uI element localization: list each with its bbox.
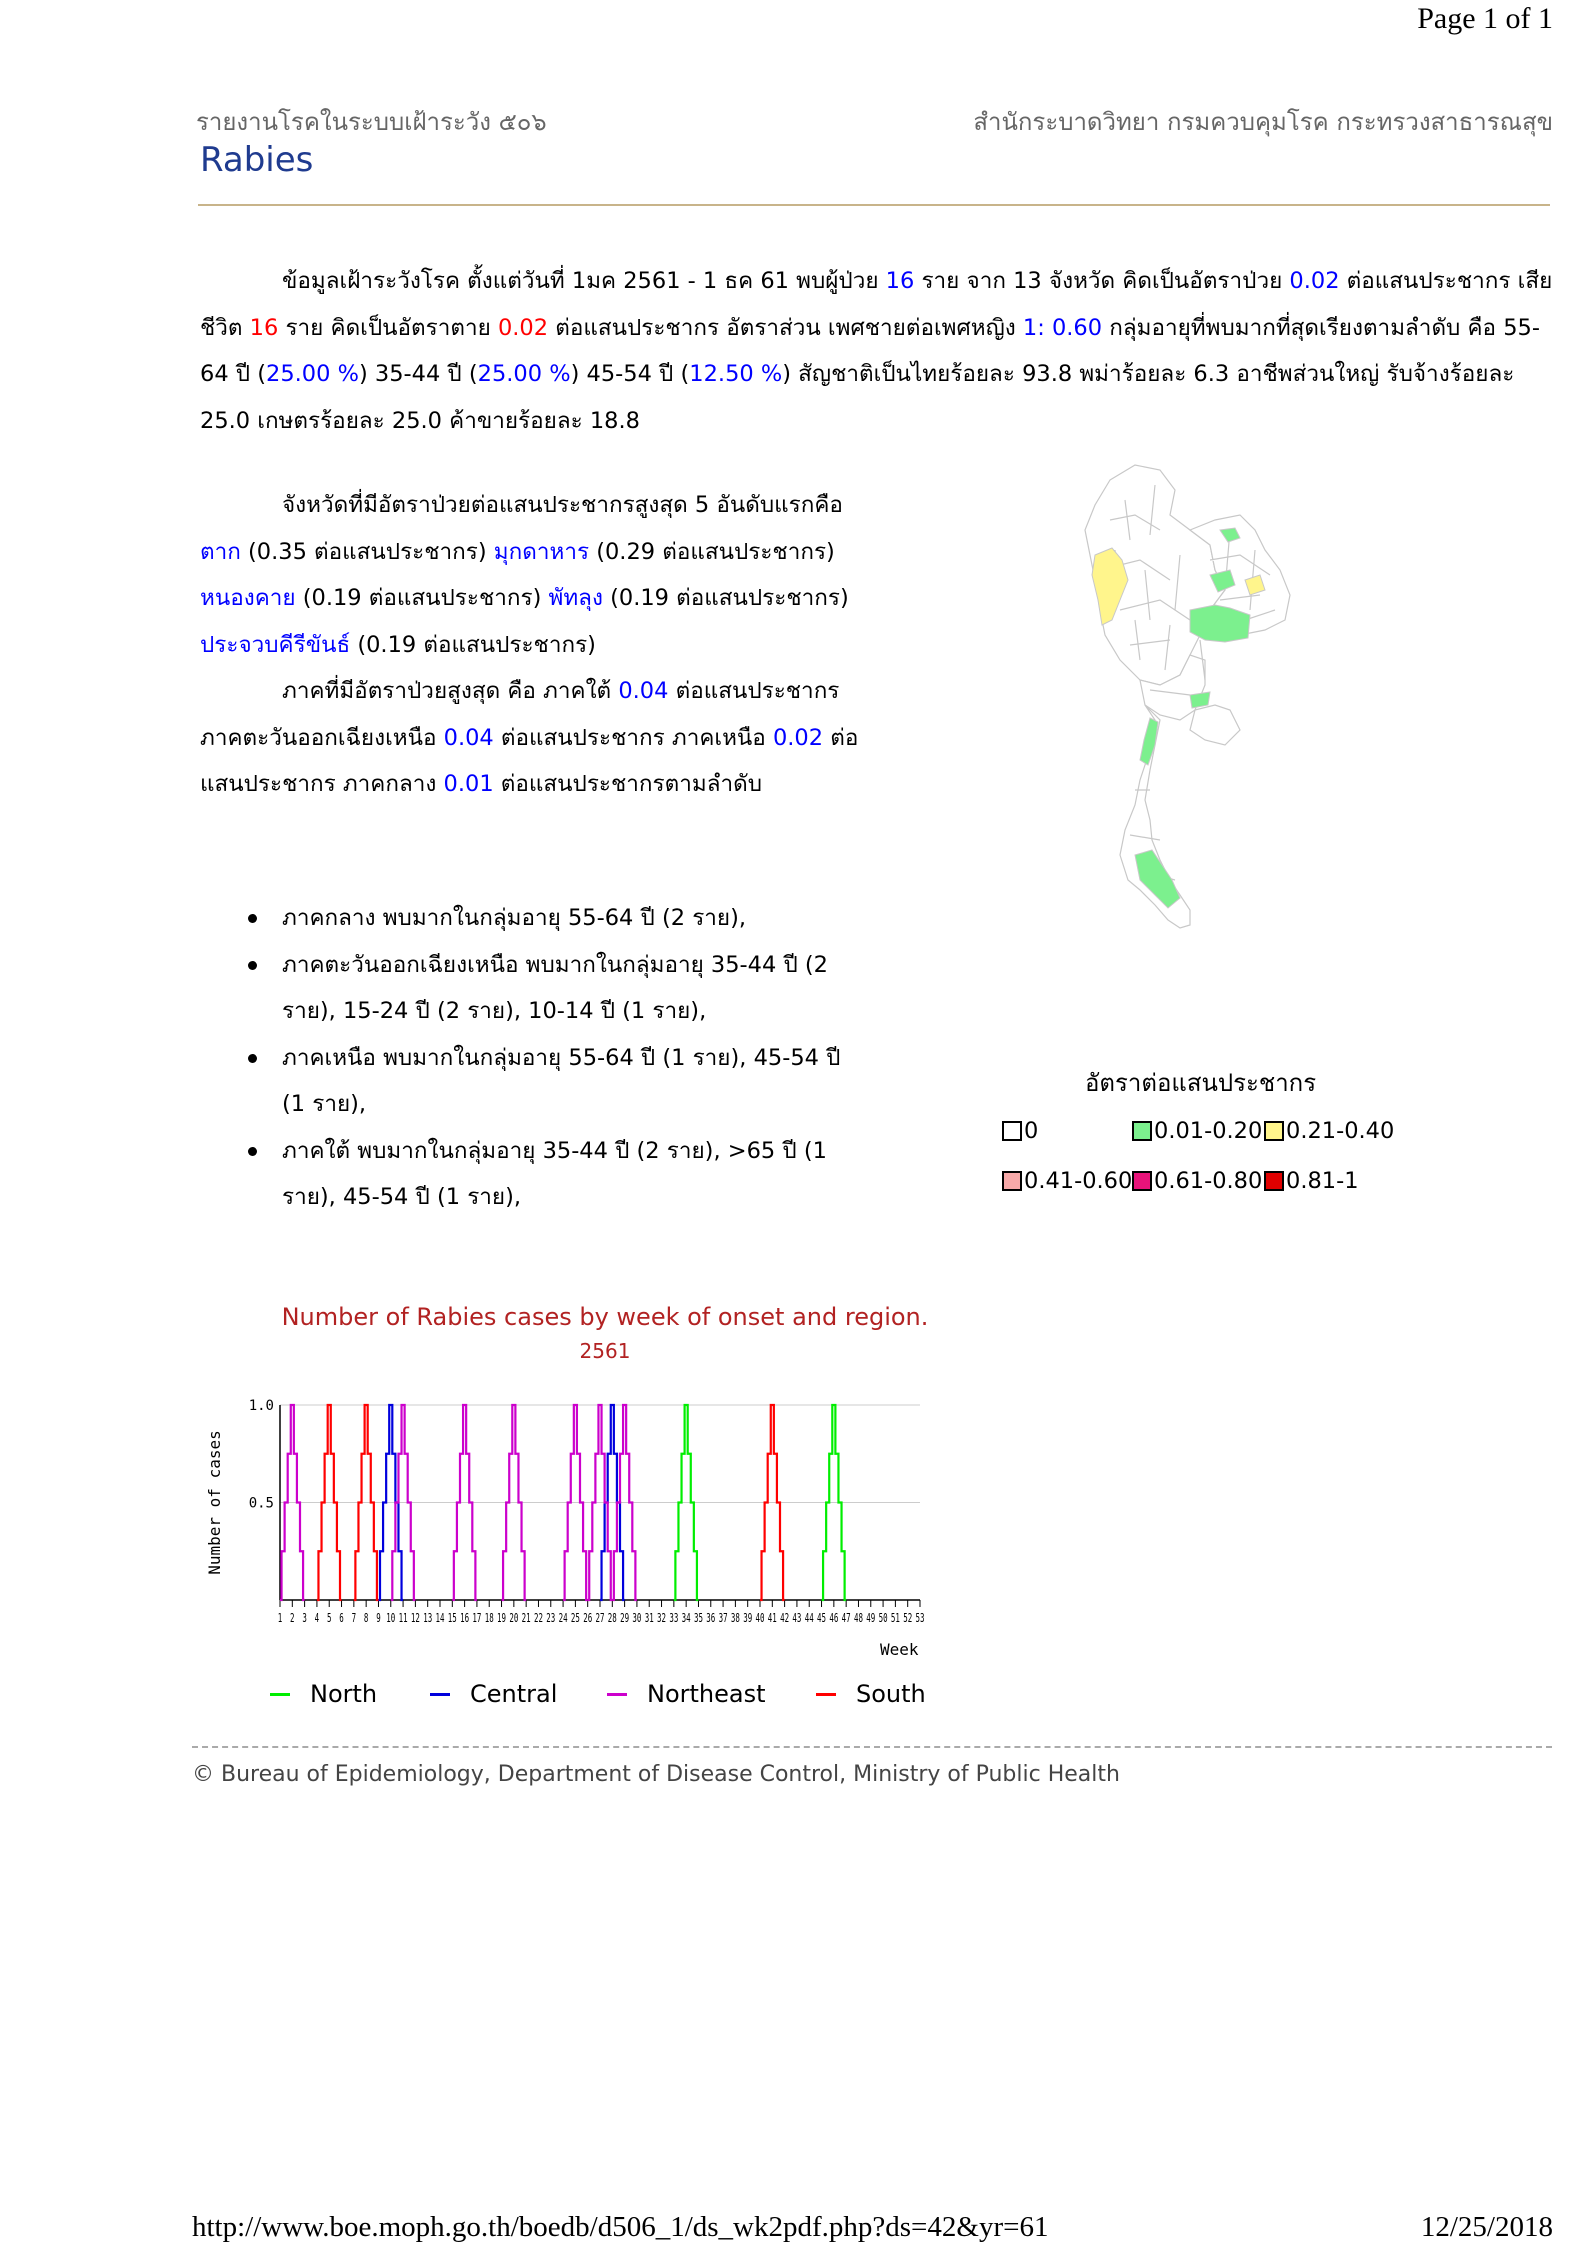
x-tick-label: 30 [632, 1611, 642, 1625]
x-tick-label: 40 [755, 1611, 765, 1625]
province-rate: (0.19 ต่อแสนประชากร) [602, 585, 849, 611]
x-tick-label: 6 [339, 1611, 344, 1625]
summary-paragraph [200, 258, 1560, 444]
footer-divider [192, 1746, 1552, 1748]
x-tick-label: 36 [706, 1611, 716, 1625]
province-link[interactable]: พัทลุง [548, 585, 603, 611]
bullet-icon [248, 1054, 257, 1063]
x-tick-label: 12 [410, 1611, 420, 1625]
x-tick-label: 52 [903, 1611, 913, 1625]
x-tick-label: 25 [570, 1611, 580, 1625]
mortality-rate: 0.02 [497, 314, 549, 341]
x-tick-label: 46 [829, 1611, 839, 1625]
province-rate: (0.19 ต่อแสนประชากร) [350, 631, 596, 658]
x-tick-label: 26 [583, 1611, 593, 1625]
bullet-icon [248, 1147, 257, 1156]
province-green-central [1190, 692, 1210, 708]
province-link[interactable]: มุกดาหาร [493, 538, 590, 565]
legend-line [430, 1693, 450, 1696]
list-item [200, 942, 860, 1035]
x-tick-label: 10 [386, 1611, 396, 1625]
legend-item-1 [1132, 1118, 1262, 1144]
list-item [200, 1035, 860, 1128]
x-tick-label: 5 [326, 1611, 332, 1625]
summary-text: ข้อมูลเฝ้าระวังโรค ตั้งแต่วันที่ 1มค 2561 - 1 ธค 61 พบผู้ป่วย [282, 268, 886, 294]
x-axis-label: Week [880, 1640, 919, 1659]
list-item-text: ภาคใต้ พบมากในกลุ่มอายุ 35-44 ปี (2 ราย), >65 ปี (1 ราย), 45-54 ปี (1 ราย), [282, 1137, 827, 1210]
legend-label: 0.21-0.40 [1286, 1118, 1395, 1144]
x-tick-label: 35 [693, 1611, 703, 1625]
x-tick-label: 23 [546, 1611, 556, 1625]
region-rate: 0.04 [443, 724, 494, 751]
regions-text: ต่อแสนประชากรตามลำดับ [493, 771, 763, 797]
summary-text: ) สัญชาติเป็นไทยร้อยละ 93.8 พม่าร้อยละ 6.3 อาชีพส่วนใหญ่ รับจ้างร้อยละ 25.0 เกษตรร้อยละ 25.0 ค้าขายร้อยละ 18.8 [200, 361, 1515, 434]
x-tick-label: 13 [423, 1611, 433, 1625]
summary-text: ราย คิดเป็นอัตราตาย [278, 314, 498, 341]
region-rate: 0.04 [618, 678, 669, 704]
legend-swatch [1132, 1121, 1152, 1141]
x-tick-label: 43 [792, 1611, 802, 1625]
legend-item-2 [1264, 1118, 1394, 1144]
legend-label: Northeast [647, 1680, 766, 1708]
page-number: Page 1 of 1 [1417, 2, 1553, 35]
legend-label: South [856, 1680, 926, 1708]
x-tick-label: 9 [376, 1611, 381, 1625]
x-tick-label: 39 [743, 1611, 753, 1625]
x-tick-label: 19 [497, 1611, 507, 1625]
province-rate: (0.35 ต่อแสนประชากร) [240, 538, 494, 565]
chart-legend-central [430, 1680, 557, 1708]
header-divider [198, 204, 1550, 206]
x-tick-label: 38 [730, 1611, 740, 1625]
province-rate: (0.19 ต่อแสนประชากร) [295, 585, 549, 611]
x-tick-label: 17 [472, 1611, 482, 1625]
x-tick-label: 20 [509, 1611, 519, 1625]
legend-line [270, 1693, 290, 1696]
x-tick-label: 42 [780, 1611, 790, 1625]
y-tick-label: 1.0 [248, 1398, 274, 1414]
regions-text: ภาคที่มีอัตราป่วยสูงสุด คือ ภาคใต้ [282, 678, 619, 704]
legend-swatch [1264, 1171, 1284, 1191]
province-link[interactable]: หนองคาย [200, 585, 296, 611]
x-tick-label: 53 [915, 1611, 925, 1625]
list-item [200, 1128, 860, 1221]
x-tick-label: 22 [533, 1611, 543, 1625]
list-item-text: ภาคกลาง พบมากในกลุ่มอายุ 55-64 ปี (2 ราย), [282, 905, 747, 931]
x-tick-label: 16 [460, 1611, 470, 1625]
age-percent: 12.50 % [689, 361, 783, 387]
chart-legend-north [270, 1680, 377, 1708]
bullet-icon [248, 961, 257, 970]
x-tick-label: 4 [314, 1611, 320, 1625]
summary-text: ต่อแสนประชากร อัตราส่วน เพศชายต่อเพศหญิง [548, 314, 1023, 341]
legend-label: 0.81-1 [1286, 1168, 1359, 1194]
chart-subtitle: 2561 [579, 1339, 631, 1363]
legend-line [816, 1693, 836, 1696]
legend-label: North [310, 1680, 378, 1708]
x-tick-label: 37 [718, 1611, 728, 1625]
legend-swatch [1002, 1171, 1022, 1191]
list-item [200, 895, 860, 942]
y-tick-label: 0.5 [248, 1495, 274, 1512]
province-link[interactable]: ตาก [200, 538, 241, 565]
legend-swatch [1132, 1171, 1152, 1191]
x-tick-label: 34 [681, 1611, 691, 1625]
list-item-text: ภาคเหนือ พบมากในกลุ่มอายุ 55-64 ปี (1 ราย), 45-54 ปี (1 ราย), [282, 1044, 841, 1117]
x-tick-label: 44 [804, 1611, 814, 1625]
morbidity-rate: 0.02 [1289, 268, 1340, 294]
x-tick-label: 50 [878, 1611, 888, 1625]
x-tick-label: 8 [363, 1611, 369, 1625]
legend-swatch [1002, 1121, 1022, 1141]
legend-item-3 [1002, 1168, 1132, 1194]
disease-title: Rabies [200, 140, 314, 180]
legend-item-0 [1002, 1118, 1038, 1144]
x-tick-label: 45 [817, 1611, 827, 1625]
x-tick-label: 29 [620, 1611, 630, 1625]
x-tick-label: 28 [607, 1611, 617, 1625]
legend-label: 0.01-0.20 [1154, 1118, 1263, 1144]
print-date: 12/25/2018 [1420, 2211, 1553, 2243]
death-count: 16 [249, 314, 279, 341]
map-east-region [1190, 705, 1240, 745]
x-tick-label: 3 [302, 1611, 307, 1625]
y-axis-label: Number of cases [205, 1430, 224, 1575]
province-link[interactable]: ประจวบคีรีขันธ์ [200, 631, 351, 658]
summary-text: ) 45-54 ปี ( [570, 361, 690, 387]
x-tick-label: 41 [767, 1611, 777, 1625]
x-tick-label: 18 [484, 1611, 494, 1625]
list-item-text: ภาคตะวันออกเฉียงเหนือ พบมากในกลุ่มอายุ 35-44 ปี (2 ราย), 15-24 ปี (2 ราย), 10-14 ปี (1 ราย), [282, 951, 828, 1024]
x-tick-label: 21 [521, 1611, 531, 1625]
x-tick-label: 47 [841, 1611, 851, 1625]
legend-label: 0.41-0.60 [1024, 1168, 1133, 1194]
x-tick-label: 24 [558, 1611, 568, 1625]
x-tick-label: 32 [657, 1611, 667, 1625]
department-name: สำนักระบาดวิทยา กรมควบคุมโรค กระทรวงสาธารณสุข [973, 108, 1553, 136]
region-age-list [200, 895, 860, 1221]
legend-line [607, 1693, 627, 1696]
x-tick-label: 14 [435, 1611, 445, 1625]
bullet-icon [248, 914, 257, 923]
summary-text: ราย จาก 13 จังหวัด คิดเป็นอัตราป่วย [914, 268, 1290, 294]
x-tick-label: 7 [351, 1611, 357, 1625]
rabies-weekly-chart [200, 1385, 960, 1665]
x-tick-label: 1 [277, 1611, 283, 1625]
thailand-rate-map [1040, 460, 1310, 935]
map-provinces [1085, 465, 1290, 928]
page-url: http://www.boe.moph.go.th/boedb/d506_1/ds_wk2pdf.php?ds=42&yr=61 [192, 2211, 1049, 2243]
copyright-text: © Bureau of Epidemiology, Department of Disease Control, Ministry of Public Health [192, 1762, 1120, 1787]
legend-label: 0.61-0.80 [1154, 1168, 1263, 1194]
regions-text: ต่อแสนประชากร ภาคตะวันออกเฉียงเหนือ [200, 678, 840, 751]
summary-text: ต่อแสนประชากร เสียชีวิต [200, 268, 1553, 341]
x-tick-label: 51 [890, 1611, 900, 1625]
x-tick-label: 2 [290, 1611, 295, 1625]
legend-item-4 [1132, 1168, 1262, 1194]
map-legend-title: อัตราต่อแสนประชากร [1085, 1069, 1317, 1097]
summary-text: ) 35-44 ปี ( [358, 361, 478, 387]
chart-legend-northeast [607, 1680, 766, 1708]
report-system-title: รายงานโรคในระบบเฝ้าระวัง ๕๐๖ [196, 108, 547, 136]
legend-label: 0 [1024, 1118, 1039, 1144]
regions-text: ต่อแสนประชากร ภาคกลาง [200, 724, 859, 797]
chart-title: Number of Rabies cases by week of onset and region. [281, 1303, 929, 1331]
legend-label: Central [470, 1680, 558, 1708]
x-tick-label: 33 [669, 1611, 679, 1625]
legend-swatch [1264, 1121, 1284, 1141]
x-tick-label: 31 [644, 1611, 654, 1625]
summary-text: กลุ่มอายุที่พบมากที่สุดเรียงตามลำดับ คือ 55-64 ปี ( [200, 314, 1540, 387]
provinces-paragraph [200, 482, 860, 808]
age-percent: 25.00 % [266, 361, 359, 387]
province-rate: (0.29 ต่อแสนประชากร) [589, 538, 835, 565]
x-tick-label: 49 [866, 1611, 876, 1625]
chart-legend-south [816, 1680, 926, 1708]
region-rate: 0.01 [443, 771, 494, 797]
provinces-text: จังหวัดที่มีอัตราป่วยต่อแสนประชากรสูงสุด 5 อันดับแรกคือ [282, 492, 843, 518]
region-rate: 0.02 [772, 724, 824, 751]
x-tick-label: 27 [595, 1611, 605, 1625]
regions-text: ต่อแสนประชากร ภาคเหนือ [493, 724, 773, 751]
x-tick-label: 11 [398, 1611, 408, 1625]
legend-item-5 [1264, 1168, 1359, 1194]
x-tick-label: 48 [853, 1611, 863, 1625]
sex-ratio: 1: 0.60 [1022, 314, 1103, 341]
age-percent: 25.00 % [477, 361, 571, 387]
province-prachuap [1140, 718, 1158, 765]
x-tick-label: 15 [447, 1611, 457, 1625]
case-count: 16 [885, 268, 915, 294]
